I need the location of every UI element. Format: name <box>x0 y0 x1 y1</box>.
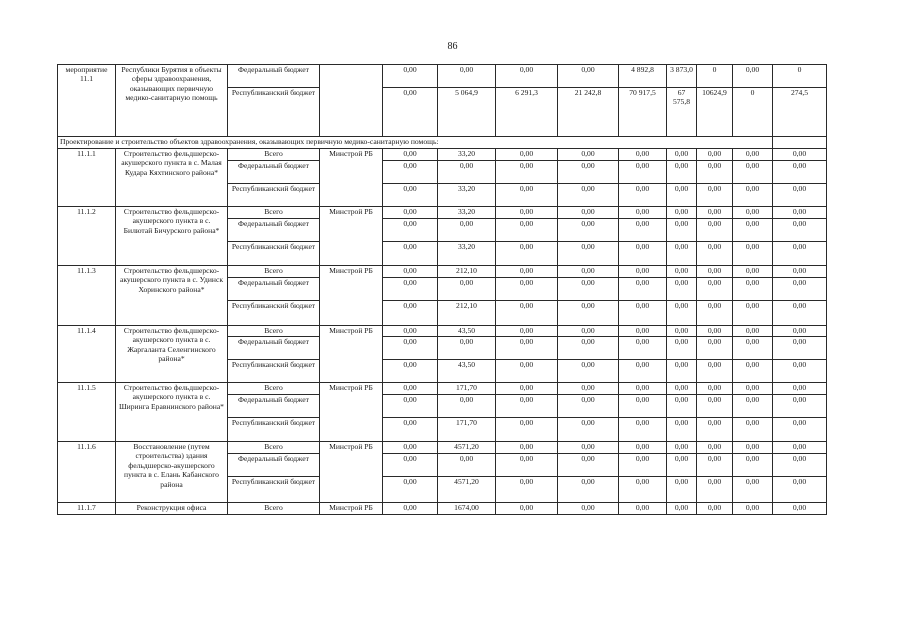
value-cell: 0,00 <box>619 301 667 326</box>
value-cell: 0,00 <box>438 278 496 301</box>
value-cell: 0,00 <box>558 383 619 395</box>
value-cell: 0,00 <box>496 418 558 442</box>
value-cell: 0,00 <box>697 326 733 337</box>
value-cell: 0,00 <box>496 149 558 161</box>
source-cell: Федеральный бюджет <box>228 278 320 301</box>
value-cell: 0,00 <box>383 242 438 266</box>
section-title: Проектирование и строительство объектов здравоохранения, оказывающих первичную медико-санитарную помощь: <box>58 137 773 149</box>
value-cell: 0,00 <box>558 395 619 418</box>
value-cell: 0,00 <box>619 266 667 278</box>
value-cell: 0,00 <box>733 454 773 477</box>
value-cell: 0,00 <box>697 301 733 326</box>
value-cell: 43,50 <box>438 360 496 383</box>
value-cell: 0,00 <box>773 383 827 395</box>
value-cell: 0,00 <box>773 418 827 442</box>
value-cell: 0,00 <box>496 301 558 326</box>
value-cell: 0,00 <box>773 161 827 184</box>
value-cell: 0,00 <box>733 184 773 207</box>
value-cell: 0,00 <box>733 360 773 383</box>
value-cell: 0 <box>697 65 733 88</box>
source-cell: Всего <box>228 326 320 337</box>
value-cell: 0,00 <box>773 278 827 301</box>
value-cell: 3 873,0 <box>667 65 697 88</box>
item-name-cell: Строительство фельдшерско-акушерского пункта в с. Ширинга Еравнинского района* <box>116 383 228 442</box>
source-cell: Республиканский бюджет <box>228 242 320 266</box>
value-cell: 0,00 <box>383 454 438 477</box>
value-cell: 171,70 <box>438 418 496 442</box>
source-cell: Республиканский бюджет <box>228 418 320 442</box>
value-cell: 0,00 <box>667 383 697 395</box>
value-cell: 4571,20 <box>438 442 496 454</box>
source-cell: Федеральный бюджет <box>228 454 320 477</box>
value-cell: 33,20 <box>438 242 496 266</box>
budget-table <box>57 64 827 515</box>
value-cell: 0,00 <box>558 149 619 161</box>
source-cell: Всего <box>228 266 320 278</box>
value-cell: 0,00 <box>733 219 773 242</box>
source-cell: Всего <box>228 442 320 454</box>
value-cell: 67 575,8 <box>667 88 697 137</box>
executor-cell: Минстрой РБ <box>320 149 383 207</box>
value-cell: 0,00 <box>496 207 558 219</box>
value-cell: 0,00 <box>558 477 619 503</box>
value-cell: 0,00 <box>438 161 496 184</box>
value-cell: 0,00 <box>697 161 733 184</box>
source-cell: Республиканский бюджет <box>228 88 320 137</box>
event-code-cell: мероприятие 11.1 <box>58 65 116 137</box>
value-cell: 0,00 <box>383 360 438 383</box>
value-cell: 0,00 <box>733 503 773 515</box>
table-row <box>58 149 827 161</box>
item-name-cell: Строительство фельдшерско-акушерского пункта в с. Удинск Хоринского района* <box>116 266 228 326</box>
value-cell: 0,00 <box>619 161 667 184</box>
value-cell: 0,00 <box>667 266 697 278</box>
value-cell: 0,00 <box>733 442 773 454</box>
value-cell: 0,00 <box>558 184 619 207</box>
table-row <box>58 383 827 395</box>
value-cell: 0,00 <box>667 442 697 454</box>
value-cell: 0,00 <box>619 278 667 301</box>
value-cell: 0,00 <box>773 207 827 219</box>
source-cell: Федеральный бюджет <box>228 65 320 88</box>
item-name-cell: Строительство фельдшерско-акушерского пункта в с. Жаргаланта Селенгинского района* <box>116 326 228 383</box>
value-cell: 0,00 <box>558 301 619 326</box>
value-cell: 274,5 <box>773 88 827 137</box>
source-cell: Республиканский бюджет <box>228 301 320 326</box>
value-cell: 0,00 <box>619 219 667 242</box>
value-cell: 0,00 <box>667 477 697 503</box>
value-cell: 33,20 <box>438 184 496 207</box>
value-cell: 4571,20 <box>438 477 496 503</box>
value-cell: 5 064,9 <box>438 88 496 137</box>
value-cell: 0,00 <box>619 207 667 219</box>
source-cell: Всего <box>228 503 320 515</box>
value-cell: 0,00 <box>496 337 558 360</box>
value-cell: 0,00 <box>383 337 438 360</box>
value-cell: 4 892,8 <box>619 65 667 88</box>
value-cell: 0,00 <box>383 65 438 88</box>
value-cell: 0,00 <box>496 65 558 88</box>
value-cell: 0,00 <box>733 242 773 266</box>
value-cell: 0,00 <box>733 477 773 503</box>
table-row <box>58 503 827 515</box>
source-cell: Республиканский бюджет <box>228 360 320 383</box>
value-cell: 0,00 <box>667 149 697 161</box>
value-cell: 0,00 <box>697 383 733 395</box>
value-cell: 33,20 <box>438 207 496 219</box>
value-cell: 0,00 <box>496 503 558 515</box>
value-cell: 0,00 <box>667 161 697 184</box>
value-cell: 0,00 <box>697 477 733 503</box>
value-cell: 212,10 <box>438 266 496 278</box>
value-cell: 43,50 <box>438 326 496 337</box>
executor-cell: Минстрой РБ <box>320 503 383 515</box>
value-cell: 0,00 <box>558 161 619 184</box>
item-name-cell: Строительство фельдшерско-акушерского пункта в с. Малая Кудара Кяхтинского района* <box>116 149 228 207</box>
executor-cell: Минстрой РБ <box>320 266 383 326</box>
source-cell: Федеральный бюджет <box>228 337 320 360</box>
value-cell: 0,00 <box>496 383 558 395</box>
value-cell: 0,00 <box>496 442 558 454</box>
value-cell: 0,00 <box>496 395 558 418</box>
value-cell: 0,00 <box>558 337 619 360</box>
source-cell: Всего <box>228 207 320 219</box>
value-cell: 0,00 <box>667 326 697 337</box>
value-cell: 0,00 <box>619 503 667 515</box>
value-cell: 171,70 <box>438 383 496 395</box>
value-cell: 0,00 <box>773 149 827 161</box>
value-cell: 0,00 <box>496 454 558 477</box>
value-cell: 0,00 <box>697 149 733 161</box>
value-cell: 0,00 <box>733 278 773 301</box>
value-cell: 0,00 <box>667 395 697 418</box>
value-cell: 0,00 <box>619 418 667 442</box>
value-cell: 0,00 <box>558 418 619 442</box>
value-cell: 0,00 <box>773 477 827 503</box>
value-cell: 0,00 <box>496 477 558 503</box>
value-cell: 0,00 <box>383 161 438 184</box>
value-cell: 0,00 <box>773 503 827 515</box>
value-cell: 0,00 <box>773 395 827 418</box>
value-cell: 0,00 <box>733 266 773 278</box>
value-cell: 0,00 <box>733 395 773 418</box>
value-cell: 6 291,3 <box>496 88 558 137</box>
value-cell: 0,00 <box>733 301 773 326</box>
value-cell: 0,00 <box>773 242 827 266</box>
value-cell: 0,00 <box>733 326 773 337</box>
value-cell: 0,00 <box>496 360 558 383</box>
value-cell: 0,00 <box>383 266 438 278</box>
executor-cell: Минстрой РБ <box>320 442 383 503</box>
table-row <box>58 326 827 337</box>
value-cell: 0,00 <box>558 454 619 477</box>
value-cell: 0,00 <box>496 161 558 184</box>
value-cell: 0,00 <box>619 360 667 383</box>
value-cell: 0,00 <box>558 242 619 266</box>
value-cell: 0,00 <box>773 337 827 360</box>
value-cell: 0,00 <box>697 184 733 207</box>
value-cell: 1674,00 <box>438 503 496 515</box>
value-cell: 0,00 <box>773 266 827 278</box>
event-name-cell: Республики Бурятия в объекты сферы здравоохранения, оказывающих первичную медико-санитарную помощь <box>116 65 228 137</box>
value-cell: 0,00 <box>496 326 558 337</box>
source-cell: Республиканский бюджет <box>228 477 320 503</box>
value-cell: 0,00 <box>697 266 733 278</box>
source-cell: Всего <box>228 383 320 395</box>
value-cell: 0,00 <box>733 418 773 442</box>
source-cell: Федеральный бюджет <box>228 161 320 184</box>
value-cell: 21 242,8 <box>558 88 619 137</box>
value-cell: 0,00 <box>619 337 667 360</box>
item-code-cell: 11.1.3 <box>58 266 116 326</box>
value-cell: 0,00 <box>733 65 773 88</box>
value-cell: 0,00 <box>773 442 827 454</box>
value-cell <box>773 137 827 149</box>
value-cell: 0,00 <box>619 442 667 454</box>
source-cell: Федеральный бюджет <box>228 219 320 242</box>
value-cell: 0,00 <box>383 88 438 137</box>
value-cell: 0,00 <box>773 454 827 477</box>
value-cell: 0,00 <box>697 219 733 242</box>
value-cell: 0,00 <box>496 278 558 301</box>
value-cell: 0,00 <box>558 503 619 515</box>
value-cell: 0,00 <box>773 301 827 326</box>
table-row <box>58 442 827 454</box>
value-cell: 0,00 <box>558 207 619 219</box>
value-cell: 212,10 <box>438 301 496 326</box>
value-cell: 0,00 <box>733 207 773 219</box>
value-cell: 0,00 <box>496 184 558 207</box>
value-cell: 0,00 <box>667 278 697 301</box>
value-cell: 0,00 <box>697 503 733 515</box>
item-code-cell: 11.1.1 <box>58 149 116 207</box>
executor-cell: Минстрой РБ <box>320 207 383 266</box>
value-cell: 0,00 <box>697 395 733 418</box>
value-cell: 0,00 <box>383 418 438 442</box>
value-cell: 0,00 <box>733 383 773 395</box>
item-name-cell: Реконструкция офиса <box>116 503 228 515</box>
item-name-cell: Строительство фельдшерско-акушерского пункта в с. Билютай Бичурского района* <box>116 207 228 266</box>
value-cell: 0,00 <box>496 219 558 242</box>
item-code-cell: 11.1.6 <box>58 442 116 503</box>
value-cell: 0,00 <box>773 184 827 207</box>
value-cell: 0,00 <box>697 360 733 383</box>
value-cell: 0,00 <box>558 219 619 242</box>
section-row <box>58 137 827 149</box>
value-cell: 0,00 <box>667 337 697 360</box>
value-cell: 0,00 <box>697 337 733 360</box>
value-cell: 0,00 <box>619 383 667 395</box>
value-cell: 0,00 <box>383 442 438 454</box>
value-cell: 0,00 <box>697 242 733 266</box>
value-cell: 0,00 <box>733 161 773 184</box>
value-cell: 0,00 <box>667 360 697 383</box>
value-cell: 0 <box>733 88 773 137</box>
value-cell: 0,00 <box>438 395 496 418</box>
value-cell: 0,00 <box>438 65 496 88</box>
value-cell: 0,00 <box>558 326 619 337</box>
value-cell: 0,00 <box>558 360 619 383</box>
value-cell: 10624,9 <box>697 88 733 137</box>
item-name-cell: Восстановление (путем строительства) здания фельдшерско-акушерского пункта в с. Елань Кабанского района <box>116 442 228 503</box>
source-cell: Республиканский бюджет <box>228 184 320 207</box>
value-cell: 0,00 <box>773 360 827 383</box>
value-cell: 0,00 <box>619 326 667 337</box>
value-cell: 0,00 <box>438 337 496 360</box>
value-cell: 0,00 <box>733 337 773 360</box>
item-code-cell: 11.1.7 <box>58 503 116 515</box>
value-cell: 0,00 <box>558 442 619 454</box>
source-cell: Федеральный бюджет <box>228 395 320 418</box>
value-cell: 0,00 <box>383 395 438 418</box>
table-row <box>58 207 827 219</box>
value-cell: 0,00 <box>619 149 667 161</box>
value-cell: 0,00 <box>496 242 558 266</box>
value-cell: 33,20 <box>438 149 496 161</box>
value-cell: 0,00 <box>619 395 667 418</box>
value-cell: 0,00 <box>383 278 438 301</box>
value-cell: 0,00 <box>558 278 619 301</box>
value-cell: 0,00 <box>697 278 733 301</box>
value-cell: 0,00 <box>697 207 733 219</box>
value-cell: 0,00 <box>383 503 438 515</box>
value-cell: 0,00 <box>383 477 438 503</box>
value-cell: 0,00 <box>619 242 667 266</box>
value-cell: 0,00 <box>667 242 697 266</box>
executor-cell: Минстрой РБ <box>320 383 383 442</box>
value-cell: 0,00 <box>383 383 438 395</box>
value-cell: 0,00 <box>667 301 697 326</box>
value-cell: 0,00 <box>697 442 733 454</box>
value-cell: 0,00 <box>383 184 438 207</box>
table-row <box>58 65 827 88</box>
value-cell: 0,00 <box>697 454 733 477</box>
value-cell: 0,00 <box>667 207 697 219</box>
value-cell: 0,00 <box>383 301 438 326</box>
value-cell: 70 917,5 <box>619 88 667 137</box>
value-cell: 0,00 <box>773 219 827 242</box>
value-cell: 0,00 <box>438 454 496 477</box>
value-cell: 0,00 <box>667 184 697 207</box>
value-cell: 0,00 <box>667 503 697 515</box>
item-code-cell: 11.1.5 <box>58 383 116 442</box>
value-cell: 0,00 <box>667 418 697 442</box>
item-code-cell: 11.1.4 <box>58 326 116 383</box>
value-cell: 0,00 <box>496 266 558 278</box>
value-cell: 0,00 <box>619 454 667 477</box>
value-cell: 0,00 <box>383 219 438 242</box>
page-number: 86 <box>447 41 458 52</box>
value-cell: 0,00 <box>733 149 773 161</box>
value-cell: 0,00 <box>667 219 697 242</box>
value-cell: 0,00 <box>383 207 438 219</box>
value-cell: 0,00 <box>383 149 438 161</box>
value-cell: 0,00 <box>619 184 667 207</box>
value-cell: 0,00 <box>619 477 667 503</box>
value-cell: 0,00 <box>697 418 733 442</box>
executor-cell <box>320 65 383 137</box>
table-row <box>58 266 827 278</box>
value-cell: 0,00 <box>438 219 496 242</box>
value-cell: 0,00 <box>667 454 697 477</box>
value-cell: 0,00 <box>558 65 619 88</box>
value-cell: 0,00 <box>383 326 438 337</box>
value-cell: 0 <box>773 65 827 88</box>
executor-cell: Минстрой РБ <box>320 326 383 383</box>
value-cell: 0,00 <box>558 266 619 278</box>
item-code-cell: 11.1.2 <box>58 207 116 266</box>
value-cell: 0,00 <box>773 326 827 337</box>
source-cell: Всего <box>228 149 320 161</box>
